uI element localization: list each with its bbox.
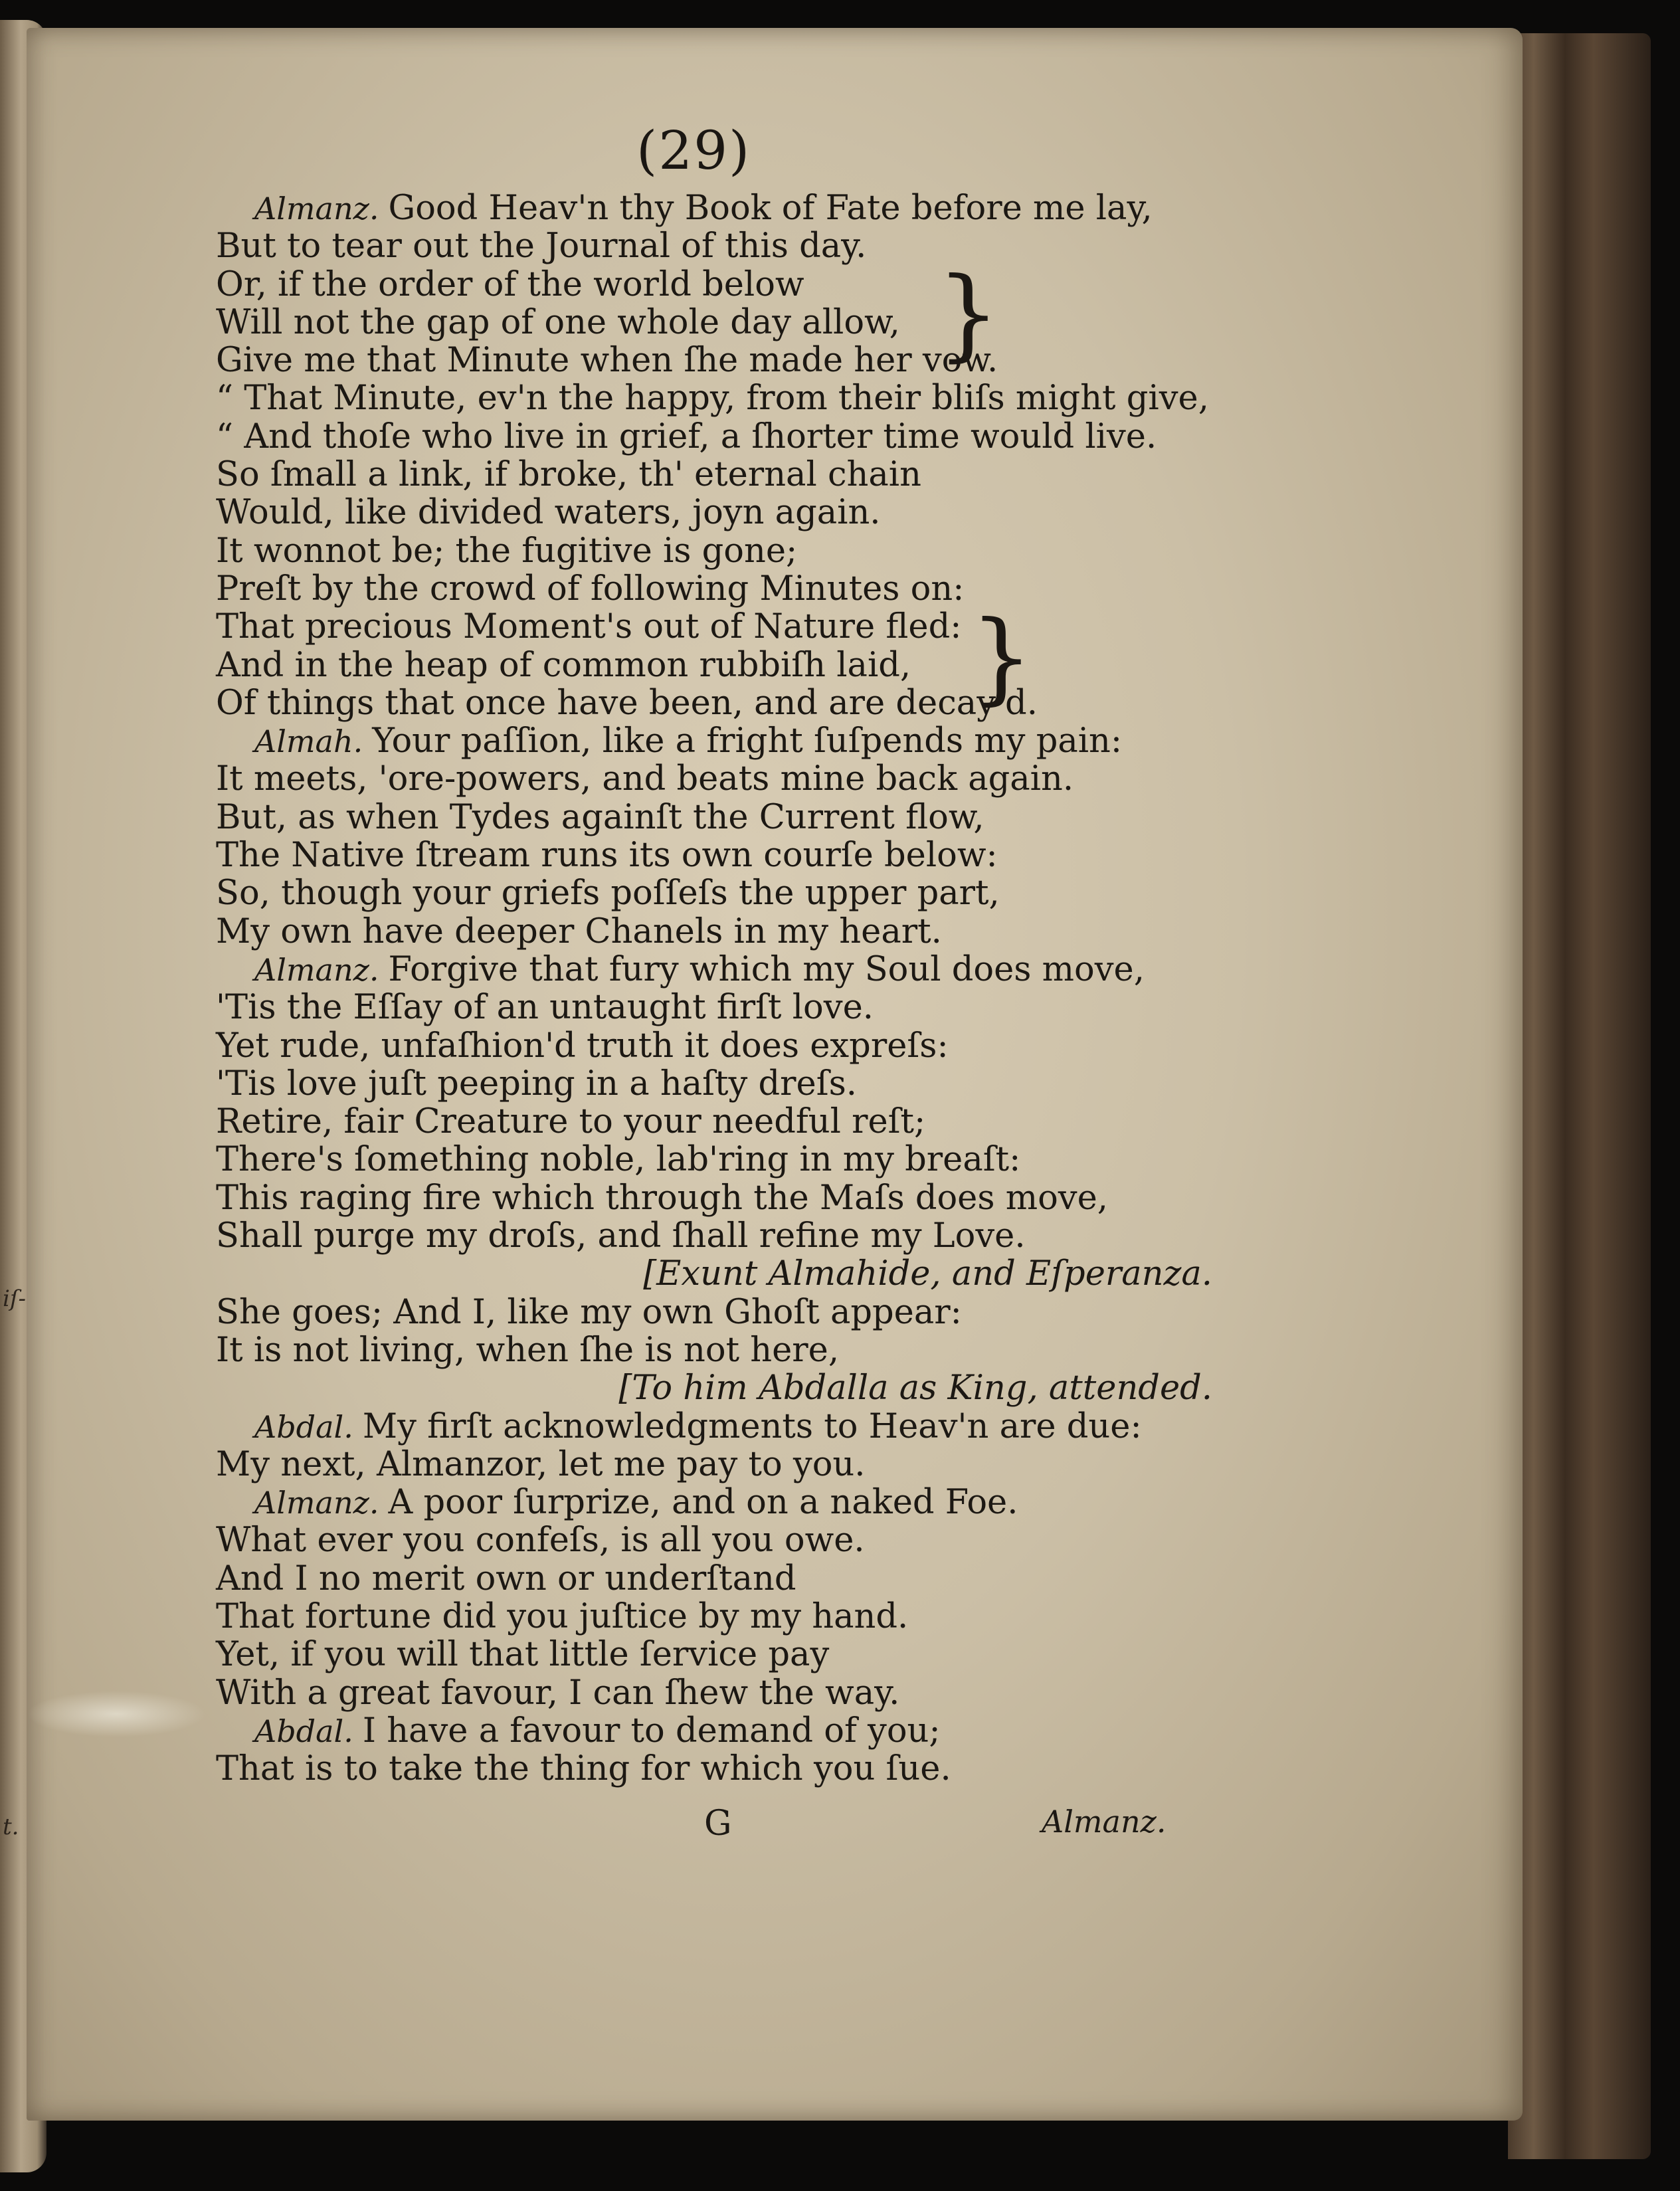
verse-line (216, 684, 1212, 722)
verse-line (216, 722, 1212, 760)
verse-line (216, 304, 1212, 341)
speaker-name: Almanz. (254, 951, 379, 988)
verse-line (216, 1446, 1212, 1483)
book-fore-edge (1508, 33, 1651, 2159)
verse-line (216, 1712, 1212, 1750)
verse-line-text: But, as when Tydes againſt the Current flow, (216, 797, 984, 837)
paper-stain (27, 1691, 206, 1737)
verse-line-text: My own have deeper Chanels in my heart. (216, 911, 942, 951)
verse-line (216, 1750, 1212, 1788)
verse-line (216, 418, 1212, 456)
verse-line-text: There's ſomething noble, lab'ring in my breaſt: (216, 1140, 1021, 1180)
verse-line (216, 1065, 1212, 1103)
verse-line-text: But to tear out the Journal of this day. (216, 227, 867, 266)
verse-line (216, 1293, 1212, 1331)
verse-line (216, 1521, 1212, 1559)
verse-line-text: My next, Almanzor, let me pay to you. (216, 1444, 866, 1484)
verse-line (216, 494, 1212, 531)
verse-line (216, 456, 1212, 494)
verse-line-text: I have a favour to demand of you; (362, 1711, 941, 1751)
verse-line-text: Give me that Minute when ſhe made her vow. (216, 341, 998, 381)
verse-line-text: With a great favour, I can ſhew the way. (216, 1673, 900, 1713)
signature-mark: G (704, 1804, 732, 1844)
speaker-name: Abdal. (254, 1713, 353, 1749)
verse-line (216, 1560, 1212, 1598)
verse-line-text: Would, like divided waters, joyn again. (216, 493, 881, 533)
verse-line-text: That is to take the thing for which you ſue. (216, 1749, 951, 1789)
speaker-name: Almanz. (254, 1485, 379, 1521)
page-number: (29) (636, 120, 751, 181)
verse-line-text: So, though your griefs poſſeſs the upper part, (216, 874, 1000, 913)
verse-line-text: “ And thoſe who live in grief, a ſhorter time would live. (216, 417, 1157, 456)
speaker-name: Almah. (254, 723, 363, 760)
verse-line (216, 1027, 1212, 1065)
verse-line (216, 1483, 1212, 1521)
stage-direction (216, 1255, 1212, 1293)
speaker-name: Abdal. (254, 1408, 353, 1445)
verse-line-text: 'Tis love juſt peeping in a haſty dreſs. (216, 1064, 857, 1103)
verse-line-text: It wonnot be; the fugitive is gone; (216, 531, 798, 571)
verse-line-text: Good Heav'n thy Book of Fate before me lay, (388, 189, 1153, 228)
verse-line-text: Shall purge my droſs, and ſhall refine my Love. (216, 1216, 1026, 1256)
verse-line-text: Of things that once have been, and are decay'd. (216, 683, 1038, 723)
verse-line-text: And I no merit own or underſtand (216, 1559, 796, 1598)
verse-line (216, 760, 1212, 798)
verse-text (216, 189, 1212, 1788)
verse-line-text: The Native ſtream runs its own courſe below: (216, 836, 998, 876)
verse-line-text: That fortune did you juſtice by my hand. (216, 1596, 909, 1636)
verse-line-text: This raging fire which through the Maſs does move, (216, 1178, 1109, 1218)
verse-line-text: Yet rude, unfaſhion'd truth it does expreſs: (216, 1026, 949, 1066)
verse-line-text: Will not the gap of one whole day allow, (216, 302, 900, 342)
verse-line (216, 570, 1212, 608)
verse-line-text: Yet, if you will that little ſervice pay (216, 1635, 830, 1675)
verse-line-text: Preſt by the crowd of following Minutes on: (216, 569, 965, 609)
verse-line-text: Retire, fair Creature to your needful reſt; (216, 1102, 926, 1142)
verse-line (216, 1103, 1212, 1141)
previous-page-mark: t. (3, 1814, 19, 1840)
verse-line-text: What ever you confeſs, is all you owe. (216, 1521, 865, 1561)
verse-line (216, 1636, 1212, 1673)
verse-line (216, 608, 1212, 646)
verse-line (216, 1408, 1212, 1446)
stage-direction-text: [Exunt Almahide, and Eſperanza. (643, 1254, 1212, 1294)
verse-line-text: “ That Minute, ev'n the happy, from their bliſs might give, (216, 379, 1209, 419)
verse-line (216, 989, 1212, 1026)
triplet-brace: } (937, 256, 1000, 372)
verse-line-text: She goes; And I, like my own Ghoſt appear: (216, 1292, 962, 1332)
verse-line (216, 1179, 1212, 1217)
verse-line-text: So ſmall a link, if broke, th' eternal chain (216, 455, 921, 495)
verse-line (216, 951, 1212, 989)
verse-line (216, 799, 1212, 836)
verse-line (216, 1598, 1212, 1636)
verse-line (216, 646, 1212, 684)
verse-line-text: A poor ſurprize, and on a naked Foe. (388, 1483, 1018, 1523)
verse-line-text: It meets, 'ore-powers, and beats mine back again. (216, 759, 1074, 799)
verse-line (216, 189, 1212, 227)
verse-line-text: And in the heap of common rubbiſh laid, (216, 645, 911, 685)
verse-line-text: Or, if the order of the world below (216, 264, 804, 304)
verse-line-text: My firſt acknowledgments to Heav'n are due: (362, 1406, 1142, 1446)
verse-line (216, 1674, 1212, 1712)
verse-line (216, 379, 1212, 417)
stage-direction-text: [To him Abdalla as King, attended. (618, 1369, 1212, 1408)
verse-line (216, 836, 1212, 874)
verse-line-text: It is not living, when ſhe is not here, (216, 1330, 840, 1370)
speaker-name: Almanz. (254, 191, 379, 227)
verse-line (216, 341, 1212, 379)
verse-line-text: Your paſſion, like a fright ſuſpends my pain: (372, 721, 1123, 761)
triplet-brace: } (970, 600, 1034, 715)
verse-line (216, 1141, 1212, 1179)
verse-line (216, 874, 1212, 912)
previous-page-mark: iſ- (3, 1286, 26, 1312)
verse-line-text: 'Tis the Eſſay of an untaught firſt love. (216, 988, 874, 1028)
stage-direction (216, 1369, 1212, 1407)
catchword: Almanz. (1042, 1804, 1167, 1840)
verse-line (216, 266, 1212, 304)
verse-line (216, 532, 1212, 570)
verse-line-text: That precious Moment's out of Nature fled: (216, 607, 962, 647)
verse-line (216, 1331, 1212, 1369)
verse-line-text: Forgive that fury which my Soul does move, (388, 949, 1145, 989)
verse-line (216, 1217, 1212, 1255)
verse-line (216, 913, 1212, 951)
verse-line (216, 227, 1212, 265)
